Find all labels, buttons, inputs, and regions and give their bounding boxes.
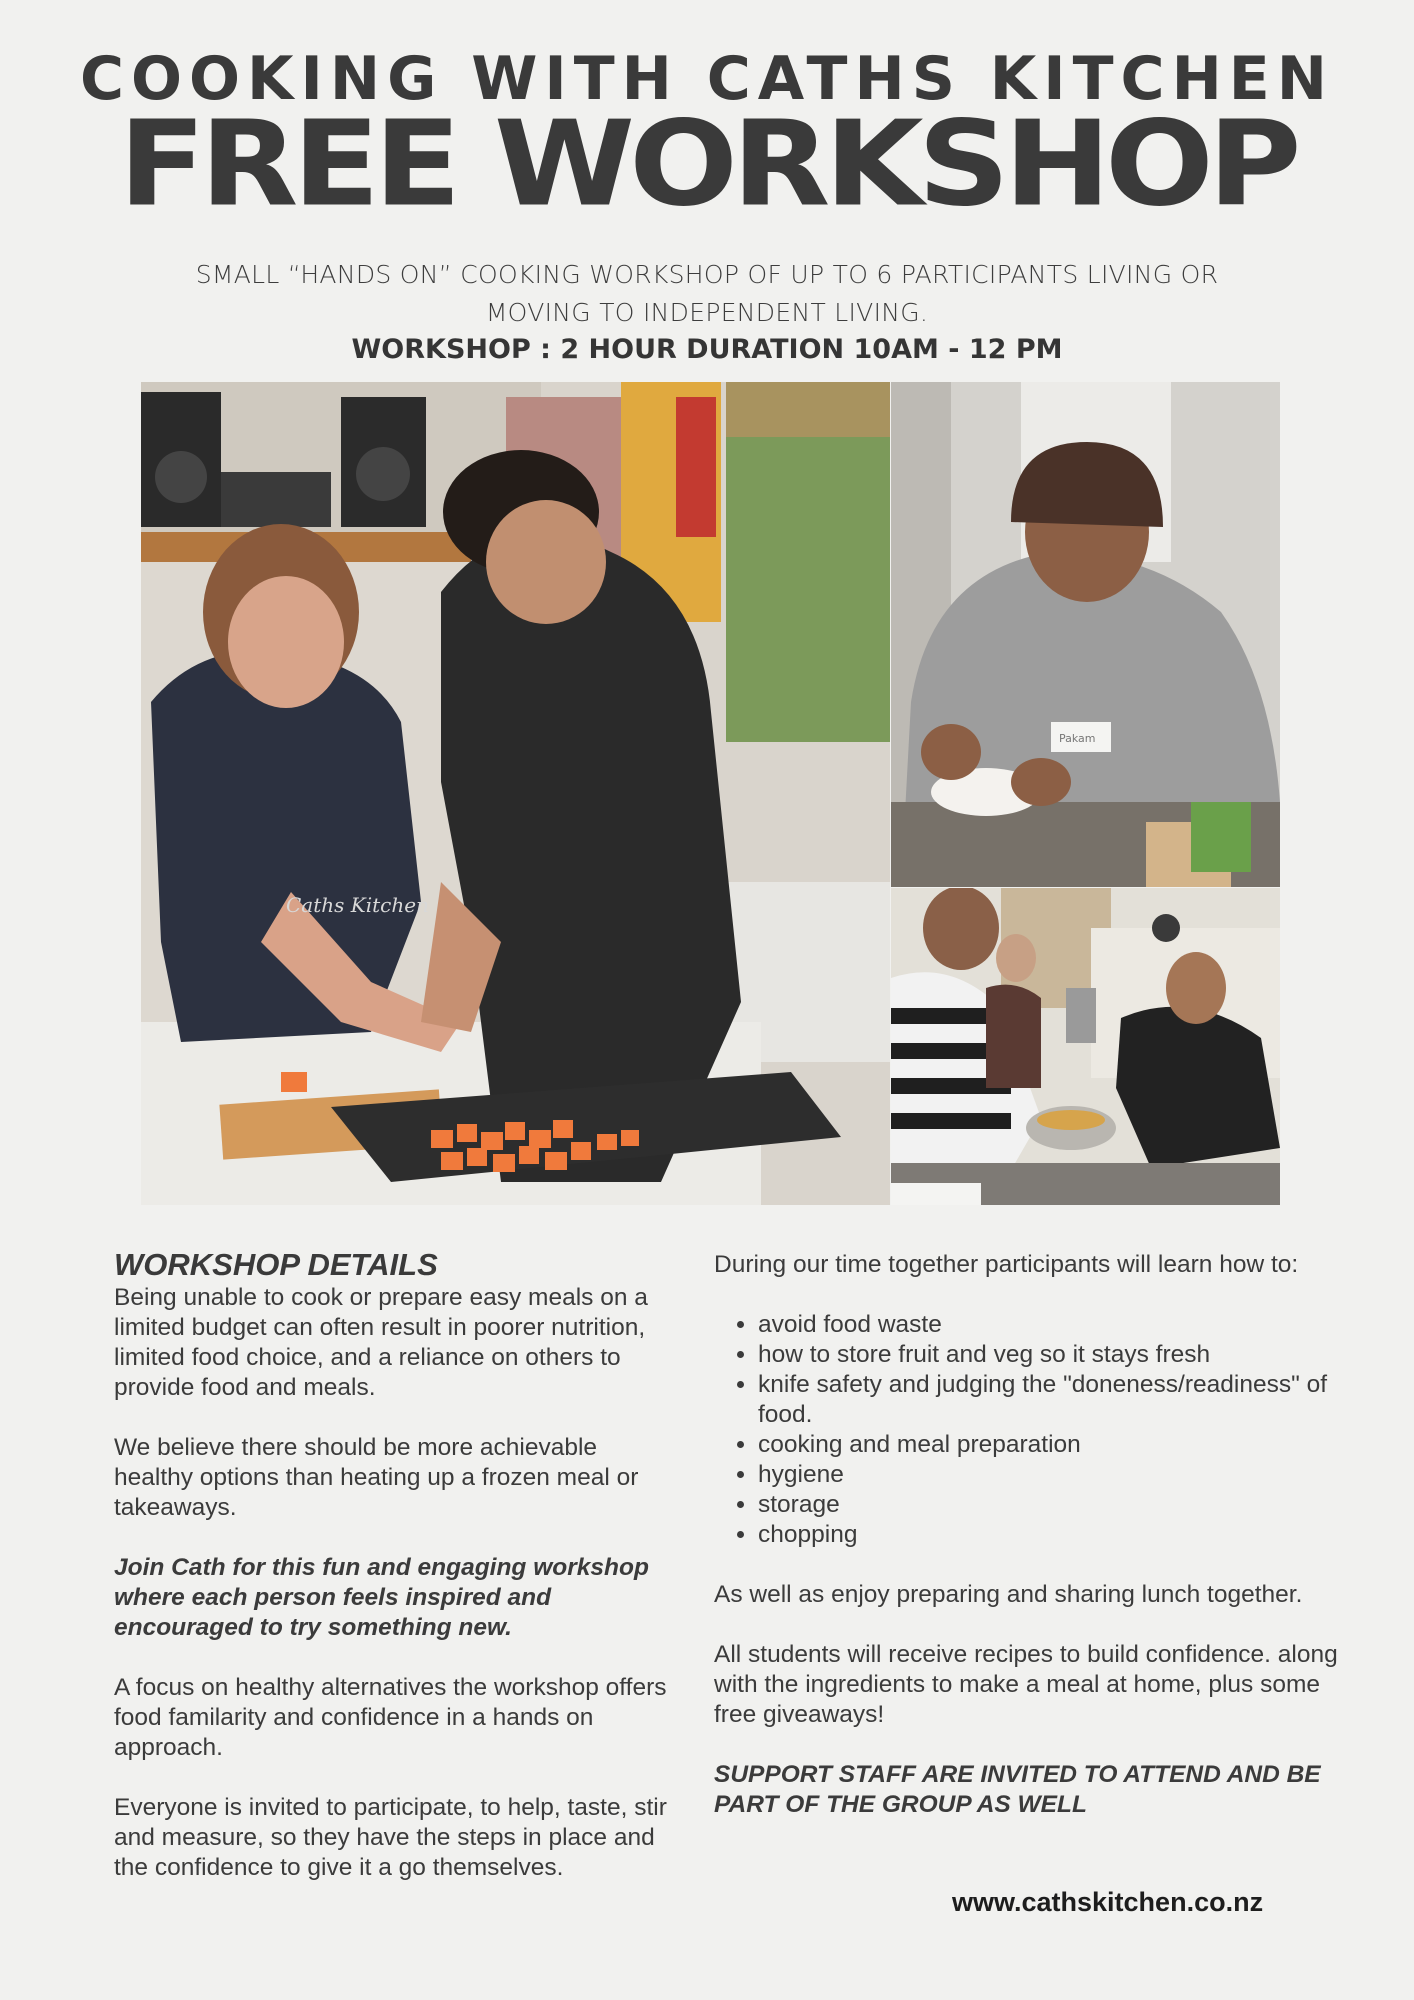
details-paragraph-1: Being unable to cook or prepare easy meals on a limited budget can often result in poorer nutrition, limited food choice, and a reliance on others to provide food and meals. xyxy=(114,1284,648,1401)
workshop-details-heading: WORKSHOP DETAILS xyxy=(114,1247,438,1282)
list-item: • chopping xyxy=(758,1520,1354,1550)
header-title-main: FREE WORKSHOP xyxy=(118,96,1296,234)
photo-chopping-pumpkin xyxy=(141,382,890,1205)
svg-text:Caths Kitchen: Caths Kitchen xyxy=(286,893,429,917)
details-paragraph-2: We believe there should be more achievable healthy options than heating up a frozen meal or takeaways. xyxy=(114,1434,639,1521)
list-item: • how to store fruit and veg so it stays fresh xyxy=(758,1340,1354,1370)
list-item: • storage xyxy=(758,1490,1354,1520)
left-column xyxy=(114,1247,674,1883)
details-paragraph-3: Join Cath for this fun and engaging workshop where each person feels inspired and encouraged to try something new. xyxy=(114,1554,649,1641)
workshop-duration: WORKSHOP : 2 HOUR DURATION 10AM - 12 PM xyxy=(351,334,1063,365)
workshop-subtitle: SMALL “HANDS ON” COOKING WORKSHOP OF UP TO 6 PARTICIPANTS LIVING OR MOVING TO INDEPENDENT LIVING. xyxy=(195,260,1219,327)
list-item: • hygiene xyxy=(758,1460,1354,1490)
header-title-top: COOKING WITH CATHS KITCHEN xyxy=(79,44,1334,114)
list-item: • avoid food waste xyxy=(758,1310,1354,1340)
website-link[interactable]: www.cathskitchen.co.nz xyxy=(952,1887,1264,1917)
right-column xyxy=(714,1250,1354,1820)
details-paragraph-4: A focus on healthy alternatives the workshop offers food familarity and confidence in a hands on approach. xyxy=(114,1674,667,1761)
list-item: • knife safety and judging the "doneness/readiness" of food. xyxy=(758,1370,1354,1430)
learn-intro: During our time together participants will learn how to: xyxy=(714,1251,1299,1278)
photo-participant-eating xyxy=(891,382,1280,887)
support-staff-notice: SUPPORT STAFF ARE INVITED TO ATTEND AND BE PART OF THE GROUP AS WELL xyxy=(714,1761,1321,1818)
recipes-paragraph: All students will receive recipes to build confidence. along with the ingredients to make a meal at home, plus some free giveaways! xyxy=(714,1641,1338,1728)
photo-collage xyxy=(141,382,1280,1205)
list-item: • cooking and meal preparation xyxy=(758,1430,1354,1460)
svg-text:Pakam: Pakam xyxy=(1059,732,1096,745)
photo-group-mixing xyxy=(891,888,1280,1205)
learn-list xyxy=(714,1310,1354,1550)
details-paragraph-5: Everyone is invited to participate, to help, taste, stir and measure, so they have the steps in place and the confidence to give it a go themselves. xyxy=(114,1794,667,1881)
lunch-paragraph: As well as enjoy preparing and sharing lunch together. xyxy=(714,1581,1303,1608)
